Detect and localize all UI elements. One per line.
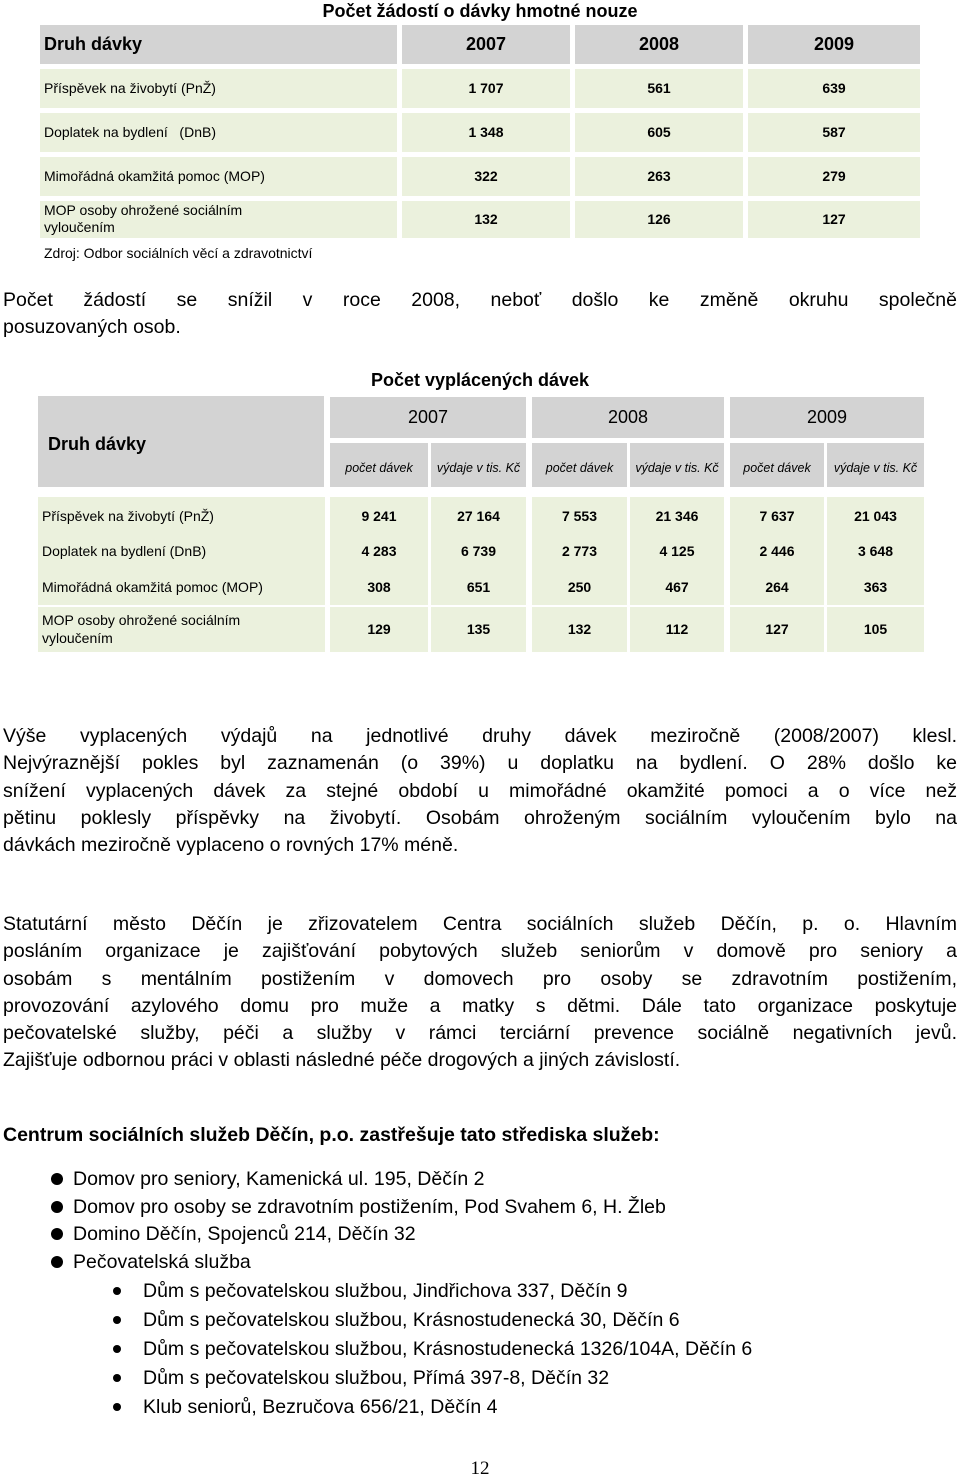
table1-title: Počet žádostí o dávky hmotné nouze bbox=[322, 1, 638, 21]
table2-cell: 127 bbox=[730, 607, 824, 652]
sublist-item-text: Dům s pečovatelskou službou, Přímá 397-8, Děčín 32 bbox=[143, 1367, 610, 1389]
table2-cell: 3 648 bbox=[827, 533, 924, 569]
sublist-item-text: Dům s pečovatelskou službou, Krásnostudenecká 30, Děčín 6 bbox=[143, 1309, 680, 1331]
paragraph-expenses bbox=[3, 723, 957, 859]
list-item-text: Pečovatelská služba bbox=[73, 1251, 251, 1273]
table2-cell: 6 739 bbox=[431, 533, 526, 569]
table1-cell: 1 707 bbox=[402, 69, 570, 108]
paragraph-line: snížení vyplacených dávek za stejné období u mimořádné okamžité pomoci a o více než bbox=[3, 779, 957, 802]
table1-header-label: Druh dávky bbox=[40, 25, 397, 64]
paragraph-line: posuzovaných osob. bbox=[3, 316, 181, 339]
paragraph-line: provozování azylového domu pro muže a matky s dětmi. Dále tato organizace poskytuje bbox=[3, 994, 957, 1017]
table2-row-label: Mimořádná okamžitá pomoc (MOP) bbox=[38, 569, 325, 605]
table1-row bbox=[40, 113, 920, 152]
table2-cell: 2 446 bbox=[730, 533, 824, 569]
table2-year: 2007 bbox=[330, 397, 526, 438]
table1-cell: 322 bbox=[402, 157, 570, 196]
table2-title: Počet vyplácených dávek bbox=[370, 370, 590, 390]
paragraph-line: pětinu poklesly příspěvky na živobytí. Osobám ohroženým sociálním vyloučením bylo na bbox=[3, 806, 957, 829]
table2-cell: 363 bbox=[827, 569, 924, 605]
table2-cell: 250 bbox=[532, 569, 627, 605]
table2-cell: 264 bbox=[730, 569, 824, 605]
bullet-icon bbox=[113, 1345, 121, 1353]
table1-row-label: Příspěvek na živobytí (PnŽ) bbox=[40, 69, 397, 108]
table2-subheader: počet dávek bbox=[532, 443, 627, 487]
table2-subheader: výdaje v tis. Kč bbox=[431, 443, 526, 487]
table2-cell: 4 283 bbox=[330, 533, 428, 569]
paragraph-line: dávkách meziročně vyplaceno o rovných 17% méně. bbox=[3, 834, 459, 857]
page-number: 12 bbox=[470, 1458, 490, 1479]
table2-cell: 135 bbox=[431, 607, 526, 652]
table1-source: Zdroj: Odbor sociálních věcí a zdravotnictví bbox=[44, 245, 313, 261]
table1-row bbox=[40, 201, 920, 238]
bullet-icon bbox=[51, 1228, 63, 1240]
bullet-icon bbox=[113, 1316, 121, 1324]
table2-row-label-line: vyloučením bbox=[42, 630, 113, 646]
table1-row bbox=[40, 157, 920, 196]
table2-row-label bbox=[38, 607, 325, 652]
table2-row-label-line: MOP osoby ohrožené sociálním bbox=[42, 612, 241, 628]
table1-header-year: 2009 bbox=[748, 25, 920, 64]
paragraph-centre bbox=[3, 911, 957, 1075]
sublist-item-text: Klub seniorů, Bezručova 656/21, Děčín 4 bbox=[143, 1396, 498, 1418]
table2-row bbox=[38, 497, 924, 536]
table2-cell: 112 bbox=[630, 607, 724, 652]
table1-cell: 279 bbox=[748, 157, 920, 196]
table2-cell: 4 125 bbox=[630, 533, 724, 569]
table2-row-header bbox=[38, 396, 324, 487]
table2-row-label: Příspěvek na živobytí (PnŽ) bbox=[38, 497, 325, 536]
paragraph-line: Výše vyplacených výdajů na jednotlivé druhy dávek meziročně (2008/2007) klesl. bbox=[3, 725, 957, 747]
table1-row-label bbox=[40, 201, 397, 238]
table1-cell: 263 bbox=[575, 157, 743, 196]
table1-cell: 126 bbox=[575, 201, 743, 238]
table1-cell: 127 bbox=[748, 201, 920, 238]
bullet-icon bbox=[51, 1201, 63, 1213]
table2-year: 2008 bbox=[532, 397, 724, 438]
table2-row-header-label: Druh dávky bbox=[48, 434, 147, 454]
paragraph-line: Nejvýraznější pokles byl zaznamenán (o 39%) u doplatku na bydlení. O 28% došlo ke bbox=[3, 752, 957, 775]
table2-cell: 21 043 bbox=[827, 497, 924, 536]
table2-cell: 2 773 bbox=[532, 533, 627, 569]
table1-header-year: 2008 bbox=[575, 25, 743, 64]
list-heading: Centrum sociálních služeb Děčín, p.o. zastřešuje tato střediska služeb: bbox=[3, 1124, 660, 1146]
table2-cell: 21 346 bbox=[630, 497, 724, 536]
table2-subheader: výdaje v tis. Kč bbox=[827, 443, 924, 487]
table2-cell: 132 bbox=[532, 607, 627, 652]
table2-year: 2009 bbox=[730, 397, 924, 438]
table1-cell: 587 bbox=[748, 113, 920, 152]
table2-row-label: Doplatek na bydlení (DnB) bbox=[38, 533, 325, 569]
table1-cell: 639 bbox=[748, 69, 920, 108]
sublist-item-text: Dům s pečovatelskou službou, Krásnostudenecká 1326/104A, Děčín 6 bbox=[143, 1338, 753, 1360]
table2-row bbox=[38, 607, 924, 652]
table2-subheader: počet dávek bbox=[330, 443, 428, 487]
table2-cell: 651 bbox=[431, 569, 526, 605]
paragraph-line: osobám s mentálním postižením v domovech pro osoby se zdravotním postižením, bbox=[3, 967, 957, 990]
bullet-icon bbox=[113, 1287, 121, 1295]
paragraph-line: Počet žádostí se snížil v roce 2008, neboť došlo ke změně okruhu společně bbox=[3, 289, 957, 311]
table1-row-label-line: MOP osoby ohrožené sociálním bbox=[44, 202, 243, 218]
table1-cell: 561 bbox=[575, 69, 743, 108]
table2-subheader: počet dávek bbox=[730, 443, 824, 487]
table2-cell: 7 637 bbox=[730, 497, 824, 536]
table2-cell: 308 bbox=[330, 569, 428, 605]
table2-cell: 129 bbox=[330, 607, 428, 652]
bullet-icon bbox=[113, 1403, 121, 1411]
paragraph-line: pečovatelské služby, péči a služby v rámci terciární prevence sociálně negativních jevů. bbox=[3, 1022, 957, 1045]
paragraph-line: Zajišťuje odbornou práci v oblasti následné péče drogových a jiných závislostí. bbox=[3, 1049, 681, 1072]
table1-cell: 605 bbox=[575, 113, 743, 152]
bullet-icon bbox=[113, 1374, 121, 1382]
table2-cell: 7 553 bbox=[532, 497, 627, 536]
table2-subheader: výdaje v tis. Kč bbox=[630, 443, 724, 487]
paragraph-line: posláním organizace je zajišťování pobytových služeb seniorům v domově pro seniory a bbox=[3, 940, 957, 963]
table1-cell: 132 bbox=[402, 201, 570, 238]
list-item-text: Domov pro osoby se zdravotním postižením, Pod Svahem 6, H. Žleb bbox=[73, 1196, 666, 1218]
table2-cell: 27 164 bbox=[431, 497, 526, 536]
table1-cell: 1 348 bbox=[402, 113, 570, 152]
sublist-item-text: Dům s pečovatelskou službou, Jindřichova 337, Děčín 9 bbox=[143, 1280, 628, 1302]
list-item-text: Domino Děčín, Spojenců 214, Děčín 32 bbox=[73, 1223, 416, 1245]
list-item-text: Domov pro seniory, Kamenická ul. 195, Děčín 2 bbox=[73, 1168, 485, 1190]
table1-row bbox=[40, 69, 920, 108]
table2-row bbox=[38, 569, 924, 605]
table1-row-label: Mimořádná okamžitá pomoc (MOP) bbox=[40, 157, 397, 196]
table1-row-label: Doplatek na bydlení (DnB) bbox=[40, 113, 397, 152]
table1-header-year: 2007 bbox=[402, 25, 570, 64]
table2-cell: 105 bbox=[827, 607, 924, 652]
bullet-icon bbox=[51, 1173, 63, 1185]
bullet-icon bbox=[51, 1256, 63, 1268]
paragraph-line: Statutární město Děčín je zřizovatelem Centra sociálních služeb Děčín, p. o. Hlavním bbox=[3, 913, 957, 935]
table1-header bbox=[40, 25, 920, 64]
table2-cell: 467 bbox=[630, 569, 724, 605]
paragraph-requests bbox=[3, 287, 957, 342]
table2-row bbox=[38, 533, 924, 569]
table2-cell: 9 241 bbox=[330, 497, 428, 536]
table1-row-label-line: vyloučením bbox=[44, 219, 115, 235]
